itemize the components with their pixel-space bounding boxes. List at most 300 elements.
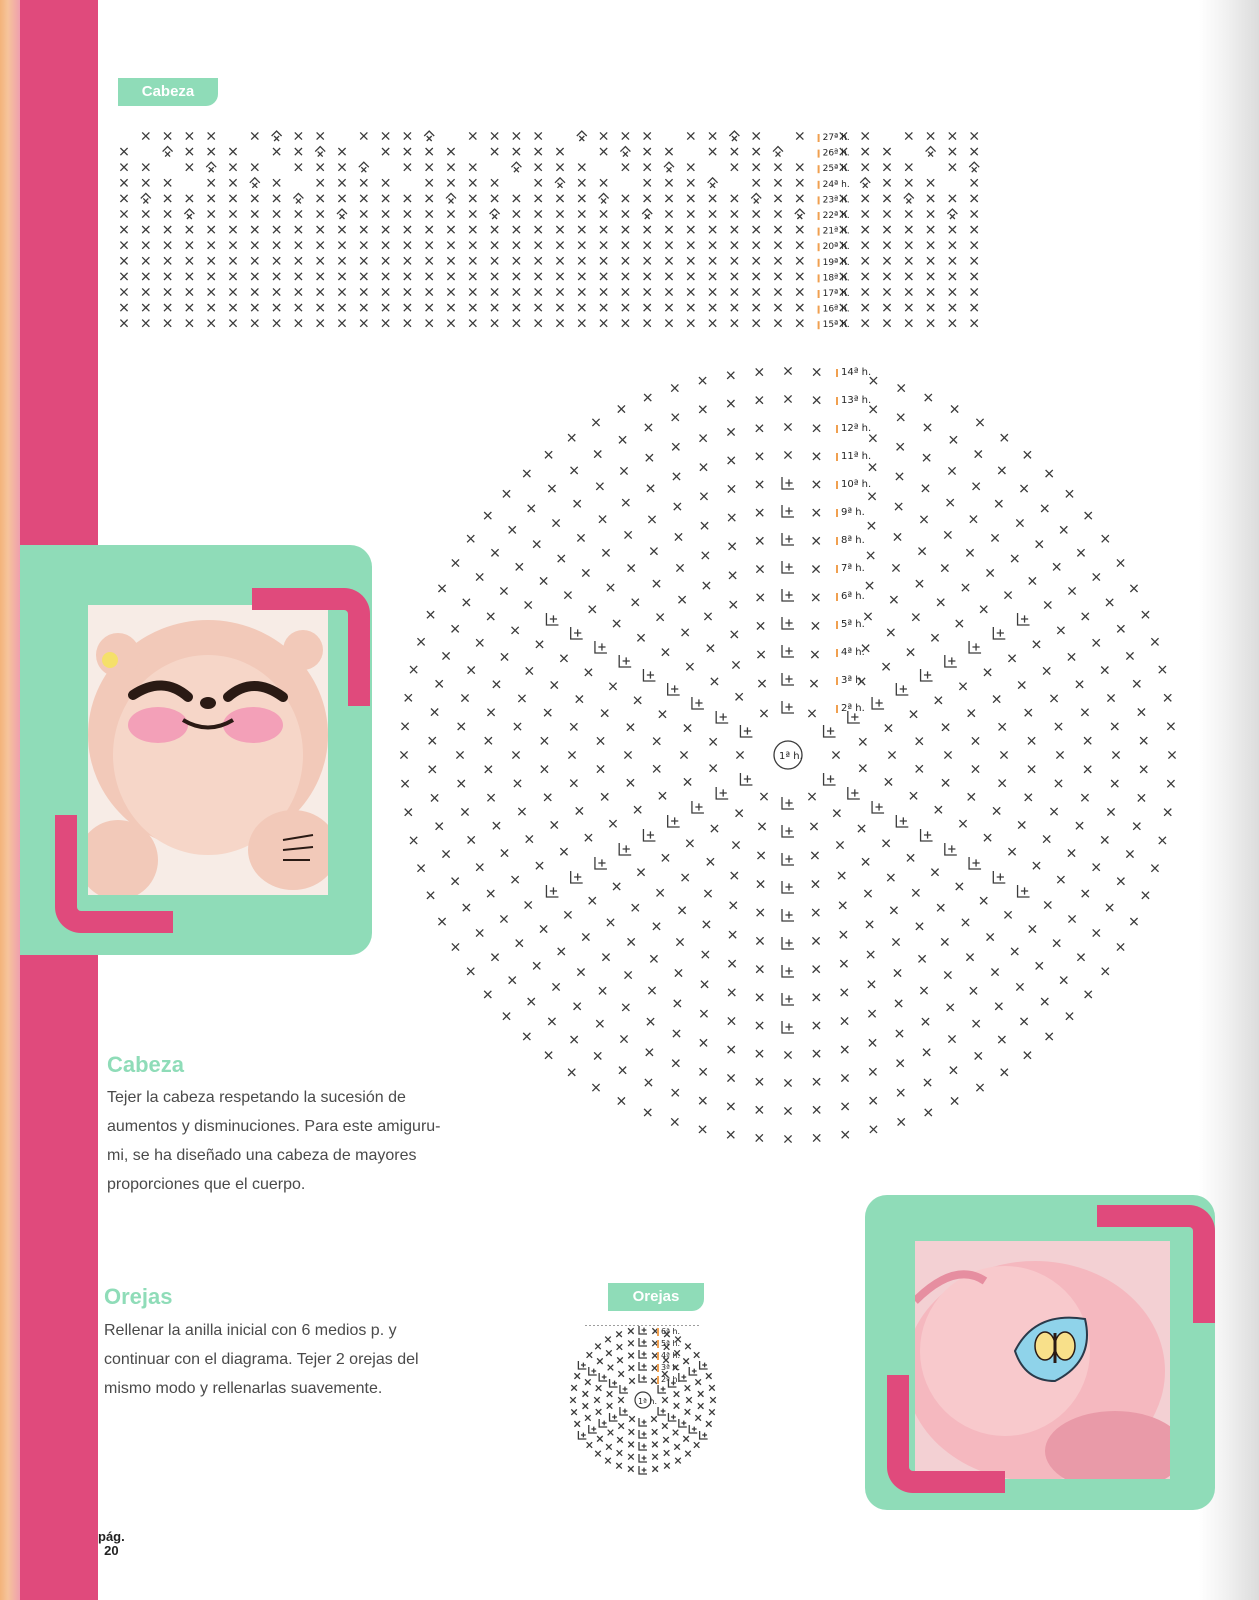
stitch-mark bbox=[509, 977, 516, 984]
stitch-mark bbox=[570, 723, 577, 730]
stitch-mark bbox=[1004, 592, 1011, 599]
stitch-mark bbox=[500, 915, 507, 922]
increase-mark bbox=[602, 1375, 607, 1380]
stitch-mark bbox=[973, 483, 980, 490]
stitch-mark bbox=[1117, 943, 1124, 950]
stitch-mark bbox=[869, 1068, 876, 1075]
stitch-mark bbox=[972, 737, 979, 744]
stitch-mark bbox=[694, 1352, 700, 1358]
stitch-mark bbox=[918, 548, 925, 555]
stitch-mark bbox=[948, 467, 955, 474]
stitch-mark bbox=[674, 1391, 680, 1397]
increase-mark bbox=[875, 803, 882, 810]
stitch-mark bbox=[632, 904, 639, 911]
stitch-mark bbox=[551, 681, 558, 688]
stitch-mark bbox=[1050, 695, 1057, 702]
stitch-mark bbox=[870, 1126, 877, 1133]
stitch-mark bbox=[920, 987, 927, 994]
ear-chart bbox=[565, 1325, 745, 1510]
increase-mark bbox=[1021, 615, 1028, 622]
stitch-mark bbox=[784, 1051, 791, 1058]
stitch-mark bbox=[1077, 549, 1084, 556]
increase-mark bbox=[924, 831, 931, 838]
stitch-mark bbox=[647, 1018, 654, 1025]
stitch-mark bbox=[910, 792, 917, 799]
stitch-mark bbox=[727, 400, 734, 407]
stitch-mark bbox=[728, 514, 735, 521]
stitch-mark bbox=[867, 552, 874, 559]
round-label: 1ª h. bbox=[779, 751, 803, 762]
stitch-mark bbox=[672, 414, 679, 421]
stitch-mark bbox=[923, 454, 930, 461]
increase-mark bbox=[972, 859, 979, 866]
stitch-mark bbox=[975, 451, 982, 458]
stitch-mark bbox=[756, 994, 763, 1001]
stitch-mark bbox=[1126, 652, 1133, 659]
increase-mark bbox=[785, 855, 792, 862]
stitch-mark bbox=[968, 793, 975, 800]
stitch-mark bbox=[1101, 836, 1108, 843]
round-label: 12ª h. bbox=[841, 423, 872, 434]
stitch-mark bbox=[910, 711, 917, 718]
stitch-mark bbox=[560, 655, 567, 662]
increase-mark bbox=[550, 615, 557, 622]
stitch-mark bbox=[672, 1060, 679, 1067]
increase-mark bbox=[623, 1387, 628, 1392]
stitch-mark bbox=[607, 1391, 613, 1397]
stitch-mark bbox=[976, 419, 983, 426]
stitch-mark bbox=[1159, 666, 1166, 673]
row-marker bbox=[836, 397, 838, 405]
stitch-mark bbox=[686, 1397, 692, 1403]
stitch-mark bbox=[703, 921, 710, 928]
stitch-mark bbox=[651, 1416, 657, 1422]
stitch-mark bbox=[841, 1046, 848, 1053]
stitch-mark bbox=[596, 1409, 602, 1415]
stitch-mark bbox=[417, 865, 424, 872]
stitch-mark bbox=[941, 564, 948, 571]
stitch-mark bbox=[628, 564, 635, 571]
stitch-mark bbox=[890, 596, 897, 603]
stitch-mark bbox=[935, 806, 942, 813]
stitch-mark bbox=[916, 580, 923, 587]
stitch-mark bbox=[599, 987, 606, 994]
stitch-mark bbox=[601, 793, 608, 800]
stitch-mark bbox=[672, 1089, 679, 1096]
stitch-mark bbox=[710, 1397, 716, 1403]
stitch-mark bbox=[991, 969, 998, 976]
stitch-mark bbox=[613, 883, 620, 890]
stitch-mark bbox=[707, 645, 714, 652]
stitch-mark bbox=[607, 584, 614, 591]
stitch-mark bbox=[756, 425, 763, 432]
stitch-mark bbox=[832, 751, 839, 758]
stitch-mark bbox=[811, 852, 818, 859]
stitch-mark bbox=[605, 1337, 611, 1343]
stitch-mark bbox=[1043, 835, 1050, 842]
row-label: 15ª h. bbox=[822, 320, 850, 331]
increase-mark bbox=[948, 657, 955, 664]
stitch-mark bbox=[841, 989, 848, 996]
increase-mark bbox=[692, 1427, 697, 1432]
stitch-mark bbox=[728, 1046, 735, 1053]
stitch-mark bbox=[1029, 925, 1036, 932]
stitch-mark bbox=[685, 1344, 691, 1350]
stitch-mark bbox=[756, 1106, 763, 1113]
round-label: 6ª h. bbox=[841, 591, 865, 602]
stitch-mark bbox=[1107, 694, 1114, 701]
stitch-mark bbox=[544, 709, 551, 716]
stitch-mark bbox=[700, 1068, 707, 1075]
stitch-mark bbox=[813, 1050, 820, 1057]
stitch-mark bbox=[1068, 653, 1075, 660]
stitch-mark bbox=[650, 955, 657, 962]
row-marker bbox=[836, 453, 838, 461]
stitch-mark bbox=[583, 1391, 589, 1397]
row-marker bbox=[836, 565, 838, 573]
stitch-mark bbox=[540, 925, 547, 932]
round-label: 3ª h. bbox=[661, 1363, 681, 1372]
increase-mark bbox=[574, 873, 581, 880]
increase-mark bbox=[997, 629, 1004, 636]
stitch-mark bbox=[436, 680, 443, 687]
stitch-mark bbox=[685, 1451, 691, 1457]
stitch-mark bbox=[842, 1103, 849, 1110]
stitch-mark bbox=[512, 751, 519, 758]
stitch-mark bbox=[595, 1344, 601, 1350]
stitch-mark bbox=[1082, 890, 1089, 897]
stitch-mark bbox=[756, 565, 763, 572]
stitch-mark bbox=[812, 622, 819, 629]
stitch-mark bbox=[627, 779, 634, 786]
stitch-mark bbox=[442, 850, 449, 857]
stitch-mark bbox=[629, 1429, 635, 1435]
stitch-mark bbox=[842, 1131, 849, 1138]
stitch-mark bbox=[813, 1134, 820, 1141]
stitch-mark bbox=[648, 516, 655, 523]
stitch-mark bbox=[959, 820, 966, 827]
stitch-mark bbox=[571, 1385, 577, 1391]
stitch-mark bbox=[678, 596, 685, 603]
stitch-mark bbox=[694, 1442, 700, 1448]
stitch-mark bbox=[729, 931, 736, 938]
stitch-mark bbox=[1025, 794, 1032, 801]
stitch-mark bbox=[784, 1079, 791, 1086]
stitch-mark bbox=[628, 1328, 634, 1334]
stitch-mark bbox=[1102, 535, 1109, 542]
row-label: 26ª h. bbox=[822, 148, 850, 159]
stitch-mark bbox=[417, 638, 424, 645]
stitch-mark bbox=[866, 582, 873, 589]
increase-mark bbox=[642, 1456, 647, 1461]
stitch-mark bbox=[628, 1442, 634, 1448]
stitch-mark bbox=[560, 848, 567, 855]
stitch-mark bbox=[1053, 940, 1060, 947]
stitch-mark bbox=[650, 548, 657, 555]
increase-mark bbox=[875, 699, 882, 706]
stitch-mark bbox=[923, 1049, 930, 1056]
round-label: 8ª h. bbox=[841, 535, 865, 546]
stitch-mark bbox=[589, 897, 596, 904]
round-label: 4ª h. bbox=[661, 1351, 681, 1360]
stitch-mark bbox=[558, 555, 565, 562]
stitch-mark bbox=[653, 738, 660, 745]
increase-mark bbox=[785, 883, 792, 890]
stitch-mark bbox=[544, 794, 551, 801]
stitch-mark bbox=[1033, 862, 1040, 869]
stitch-mark bbox=[1111, 780, 1118, 787]
stitch-mark bbox=[894, 969, 901, 976]
stitch-mark bbox=[674, 1000, 681, 1007]
stitch-mark bbox=[947, 499, 954, 506]
stitch-mark bbox=[756, 937, 763, 944]
stitch-mark bbox=[663, 1437, 669, 1443]
stitch-mark bbox=[651, 1378, 657, 1384]
stitch-mark bbox=[657, 889, 664, 896]
increase-mark bbox=[642, 1352, 647, 1357]
stitch-mark bbox=[401, 780, 408, 787]
increase-mark bbox=[785, 647, 792, 654]
stitch-mark bbox=[862, 858, 869, 865]
stitch-mark bbox=[596, 1385, 602, 1391]
increase-mark bbox=[671, 817, 678, 824]
stitch-mark bbox=[907, 854, 914, 861]
stitch-mark bbox=[675, 1458, 681, 1464]
increase-mark bbox=[581, 1433, 586, 1438]
stitch-mark bbox=[1117, 878, 1124, 885]
stitch-mark bbox=[501, 850, 508, 857]
stitch-mark bbox=[892, 938, 899, 945]
stitch-mark bbox=[841, 1074, 848, 1081]
stitch-mark bbox=[813, 453, 820, 460]
stitch-mark bbox=[948, 1035, 955, 1042]
stitch-mark bbox=[427, 892, 434, 899]
stitch-mark bbox=[400, 751, 407, 758]
stitch-mark bbox=[616, 1463, 622, 1469]
stitch-mark bbox=[1024, 1052, 1031, 1059]
stitch-mark bbox=[607, 919, 614, 926]
stitch-mark bbox=[729, 572, 736, 579]
stitch-mark bbox=[756, 537, 763, 544]
stitch-mark bbox=[1016, 519, 1023, 526]
stitch-mark bbox=[980, 606, 987, 613]
stitch-mark bbox=[813, 1106, 820, 1113]
stitch-mark bbox=[732, 661, 739, 668]
stitch-mark bbox=[675, 533, 682, 540]
stitch-mark bbox=[868, 981, 875, 988]
stitch-mark bbox=[924, 1079, 931, 1086]
stitch-mark bbox=[592, 419, 599, 426]
increase-mark bbox=[642, 1444, 647, 1449]
stitch-mark bbox=[701, 522, 708, 529]
stitch-mark bbox=[625, 531, 632, 538]
stitch-mark bbox=[966, 954, 973, 961]
stitch-mark bbox=[756, 1050, 763, 1057]
stitch-mark bbox=[541, 766, 548, 773]
stitch-mark bbox=[868, 1010, 875, 1017]
stitch-mark bbox=[644, 1109, 651, 1116]
stitch-mark bbox=[727, 1103, 734, 1110]
stitch-mark bbox=[1093, 639, 1100, 646]
increase-mark bbox=[720, 789, 727, 796]
row-label: 19ª h. bbox=[822, 257, 850, 268]
stitch-mark bbox=[576, 807, 583, 814]
stitch-mark bbox=[609, 683, 616, 690]
stitch-mark bbox=[646, 454, 653, 461]
increase-mark bbox=[972, 643, 979, 650]
stitch-mark bbox=[540, 577, 547, 584]
cabeza-line: aumentos y disminuciones. Para este amiguru- bbox=[107, 1118, 441, 1135]
stitch-mark bbox=[461, 808, 468, 815]
stitch-mark bbox=[756, 1078, 763, 1085]
increase-mark bbox=[785, 703, 792, 710]
stitch-mark bbox=[678, 907, 685, 914]
stitch-mark bbox=[601, 710, 608, 717]
cabeza-instructions bbox=[107, 1083, 441, 1199]
stitch-mark bbox=[1025, 709, 1032, 716]
stitch-mark bbox=[897, 1089, 904, 1096]
increase-mark bbox=[900, 685, 907, 692]
stitch-mark bbox=[1057, 876, 1064, 883]
stitch-mark bbox=[627, 724, 634, 731]
stitch-mark bbox=[706, 1373, 712, 1379]
stitch-mark bbox=[637, 634, 644, 641]
stitch-mark bbox=[840, 931, 847, 938]
stitch-mark bbox=[628, 1340, 634, 1346]
stitch-mark bbox=[644, 394, 651, 401]
stitch-mark bbox=[995, 500, 1002, 507]
stitch-mark bbox=[514, 780, 521, 787]
stitch-mark bbox=[784, 1107, 791, 1114]
stitch-mark bbox=[975, 1052, 982, 1059]
stitch-mark bbox=[984, 834, 991, 841]
stitch-mark bbox=[617, 1344, 623, 1350]
stitch-mark bbox=[866, 921, 873, 928]
orejas-line: continuar con el diagrama. Tejer 2 orejas del bbox=[104, 1351, 419, 1368]
stitch-mark bbox=[487, 890, 494, 897]
stitch-mark bbox=[916, 765, 923, 772]
stitch-mark bbox=[757, 622, 764, 629]
stitch-mark bbox=[676, 564, 683, 571]
stitch-mark bbox=[1028, 766, 1035, 773]
stitch-mark bbox=[811, 651, 818, 658]
stitch-mark bbox=[548, 1018, 555, 1025]
increase-mark bbox=[785, 591, 792, 598]
stitch-mark bbox=[956, 620, 963, 627]
stitch-mark bbox=[564, 592, 571, 599]
stitch-mark bbox=[587, 1442, 593, 1448]
stitch-mark bbox=[671, 384, 678, 391]
stitch-mark bbox=[514, 723, 521, 730]
stitch-mark bbox=[707, 858, 714, 865]
stitch-mark bbox=[541, 737, 548, 744]
stitch-mark bbox=[1060, 977, 1067, 984]
stitch-mark bbox=[431, 708, 438, 715]
stitch-mark bbox=[582, 933, 589, 940]
stitch-mark bbox=[1033, 641, 1040, 648]
stitch-mark bbox=[1130, 585, 1137, 592]
stitch-mark bbox=[756, 368, 763, 375]
stitch-mark bbox=[756, 1134, 763, 1141]
stitch-mark bbox=[702, 552, 709, 559]
increase-mark bbox=[692, 1369, 697, 1374]
stitch-mark bbox=[760, 793, 767, 800]
stitch-mark bbox=[1168, 751, 1175, 758]
stitch-mark bbox=[962, 584, 969, 591]
stitch-mark bbox=[757, 881, 764, 888]
stitch-mark bbox=[1093, 573, 1100, 580]
stitch-mark bbox=[594, 451, 601, 458]
orejas-tag: Orejas bbox=[608, 1283, 704, 1311]
row-marker bbox=[657, 1340, 659, 1348]
stitch-mark bbox=[812, 909, 819, 916]
stitch-mark bbox=[727, 1074, 734, 1081]
stitch-mark bbox=[1018, 681, 1025, 688]
stitch-mark bbox=[438, 585, 445, 592]
round-label: 3ª h. bbox=[841, 675, 865, 686]
stitch-mark bbox=[984, 669, 991, 676]
stitch-mark bbox=[1102, 968, 1109, 975]
stitch-mark bbox=[673, 473, 680, 480]
stitch-mark bbox=[1140, 766, 1147, 773]
stitch-mark bbox=[662, 649, 669, 656]
stitch-mark bbox=[728, 1017, 735, 1024]
stitch-mark bbox=[518, 808, 525, 815]
round-label: 2ª h. bbox=[661, 1375, 681, 1384]
stitch-mark bbox=[870, 1097, 877, 1104]
increase-mark bbox=[720, 713, 727, 720]
row-label: 22ª h. bbox=[822, 211, 850, 221]
round-label: 5ª h. bbox=[841, 619, 865, 630]
stitch-mark bbox=[931, 869, 938, 876]
stitch-mark bbox=[476, 864, 483, 871]
stitch-mark bbox=[429, 766, 436, 773]
stitch-mark bbox=[924, 424, 931, 431]
increase-mark bbox=[744, 775, 751, 782]
photo-corner-top-right bbox=[252, 588, 370, 706]
stitch-mark bbox=[652, 1353, 658, 1359]
stitch-mark bbox=[456, 751, 463, 758]
stitch-mark bbox=[625, 971, 632, 978]
increase-mark bbox=[785, 967, 792, 974]
stitch-mark bbox=[1050, 808, 1057, 815]
stitch-mark bbox=[732, 841, 739, 848]
stitch-mark bbox=[1016, 983, 1023, 990]
stitch-mark bbox=[452, 878, 459, 885]
stitch-mark bbox=[512, 876, 519, 883]
stitch-mark bbox=[916, 738, 923, 745]
stitch-mark bbox=[701, 981, 708, 988]
stitch-mark bbox=[609, 820, 616, 827]
stitch-mark bbox=[812, 937, 819, 944]
stitch-mark bbox=[959, 683, 966, 690]
stitch-mark bbox=[1164, 694, 1171, 701]
stitch-mark bbox=[551, 821, 558, 828]
stitch-mark bbox=[618, 1397, 624, 1403]
stitch-mark bbox=[487, 794, 494, 801]
stitch-mark bbox=[664, 1463, 670, 1469]
stitch-mark bbox=[682, 874, 689, 881]
stitch-mark bbox=[756, 509, 763, 516]
stitch-mark bbox=[1085, 991, 1092, 998]
stitch-mark bbox=[698, 1403, 704, 1409]
stitch-mark bbox=[528, 505, 535, 512]
stitch-mark bbox=[571, 1409, 577, 1415]
row-marker bbox=[836, 509, 838, 517]
increase-mark bbox=[623, 1409, 628, 1414]
stitch-mark bbox=[870, 406, 877, 413]
stitch-mark bbox=[582, 569, 589, 576]
